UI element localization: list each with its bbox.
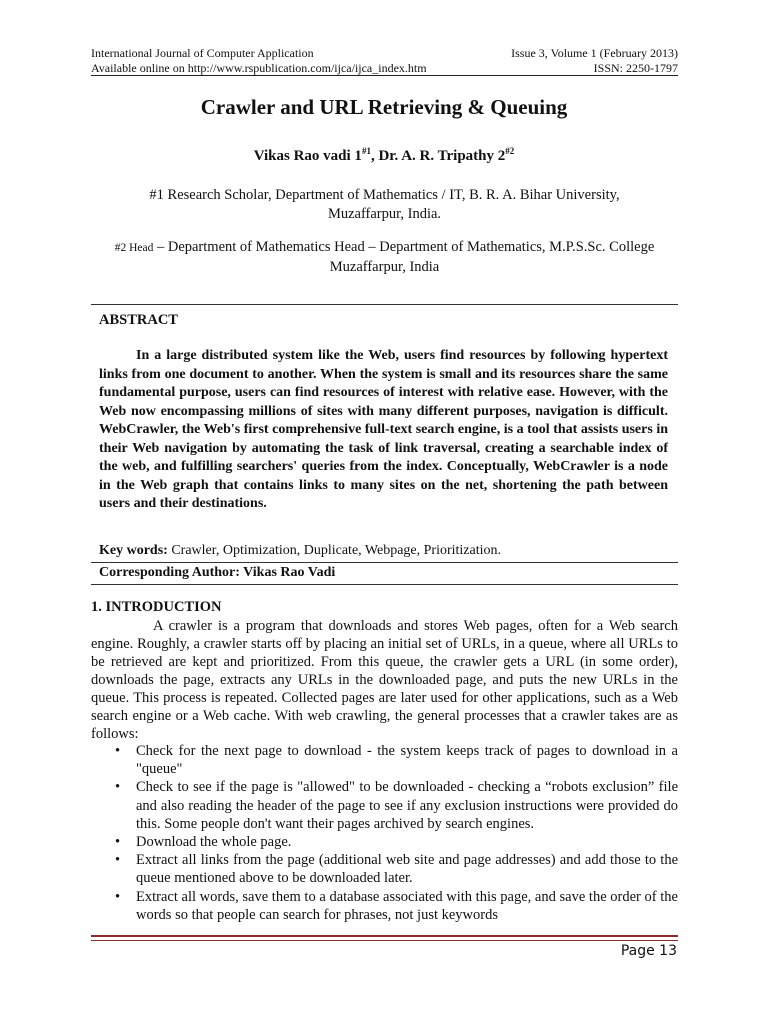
footer-divider-thick [91, 935, 678, 937]
bullet-icon: • [115, 743, 121, 759]
header-divider [91, 75, 678, 76]
author-separator: , Dr. A. R. Tripathy 2 [370, 148, 506, 164]
author-1: Vikas Rao vadi 1 [253, 148, 362, 164]
keywords-label: Key words: [99, 543, 168, 558]
affiliation-1-line2: Muzaffarpur, India. [327, 206, 442, 222]
abstract-body: In a large distributed system like the Web, users find resources by following hypertext links from one document to another. When the system is small and its resources share the same fundamental purpose, users can find resources of interest with relative ease. However, with the Web now encompassing millions of sites with many different purposes, navigation is difficult. WebCrawler, the Web's first comprehensive full-text search engine, is a tool that assists users in their Web navigation by automating the task of link traversal, creating a searchable index of the web, and fulfilling searchers' queries from the index. Conceptually, WebCrawler is a node in the Web graph that contains links to many sites on the net, shortening the path between users and their destinations. [99, 348, 668, 511]
bullet-icon: • [115, 834, 121, 851]
list-item-text: Check to see if the page is "allowed" to be downloaded - checking a “robots exclusion” file and also reading the header of the page to see if any exclusion instructions were provided do this. Some people don't want their pages archived by search engines. [136, 779, 678, 832]
running-header [91, 46, 678, 76]
page-number: Page 13 [620, 943, 677, 959]
affiliation-1-line1: #1 Research Scholar, Department of Mathematics / IT, B. R. A. Bihar University, [149, 187, 620, 203]
introduction-heading: 1. INTRODUCTION [91, 599, 222, 615]
list-item-text: Extract all words, save them to a database associated with this page, and save the order of the words so that people can search for phrases, not just keywords [136, 888, 678, 923]
corresponding-author: Corresponding Author: Vikas Rao Vadi [99, 565, 336, 580]
online-url: Available online on http://www.rspublication.com/ijca/ijca_index.htm [91, 61, 427, 75]
bullet-icon: • [115, 779, 121, 796]
list-item [91, 851, 678, 887]
footer-divider-thin [91, 940, 678, 941]
bullet-icon: • [115, 888, 121, 905]
list-item-text: Extract all links from the page (additional web site and page addresses) and add those to the queue mentioned above to be downloaded later. [136, 852, 678, 887]
list-item [91, 888, 678, 924]
list-item-text: Check for the next page to download - the system keeps track of pages to download in a "queue" [136, 743, 678, 778]
affiliation-1 [91, 186, 678, 224]
affiliation-2 [91, 238, 678, 277]
bullet-icon: • [115, 852, 121, 869]
issn: ISSN: 2250-1797 [593, 61, 678, 75]
issue-info: Issue 3, Volume 1 (February 2013) [511, 46, 678, 60]
journal-name: International Journal of Computer Application [91, 46, 314, 60]
author-2-mark: #2 [505, 146, 515, 156]
abstract-divider [91, 304, 678, 305]
paper-title: Crawler and URL Retrieving & Queuing [200, 95, 568, 119]
list-item [91, 778, 678, 833]
abstract-heading: ABSTRACT [99, 312, 178, 328]
keywords-text: Crawler, Optimization, Duplicate, Webpage, Prioritization. [167, 543, 502, 558]
affiliation-2-line2: Muzaffarpur, India [329, 259, 440, 275]
affiliation-2-prefix: #2 Head [114, 242, 154, 254]
keywords [99, 543, 501, 559]
corresponding-divider-bottom [91, 584, 678, 585]
list-item-text: Download the whole page. [136, 834, 292, 851]
process-list [91, 742, 678, 924]
affiliation-2-line1: – Department of Mathematics Head – Department of Mathematics, M.P.S.Sc. College [153, 239, 655, 255]
author-1-mark: #1 [361, 146, 371, 156]
list-item [91, 833, 678, 851]
introduction-body: A crawler is a program that downloads and stores Web pages, often for a Web search engine. Roughly, a crawler starts off by placing an initial set of URLs, in a queue, where all URLs to be retrieved are kept and prioritized. From this queue, the crawler gets a URL (in some order), downloads the page, extracts any URLs in the downloaded page, and puts the new URLs in the queue. This process is repeated. Collected pages are later used for other applications, such as a Web search engine or a Web cache. With web crawling, the general processes that a crawler takes are as follows: [91, 618, 678, 742]
corresponding-divider-top [91, 562, 678, 563]
list-item [91, 742, 678, 778]
author-list [0, 146, 768, 165]
